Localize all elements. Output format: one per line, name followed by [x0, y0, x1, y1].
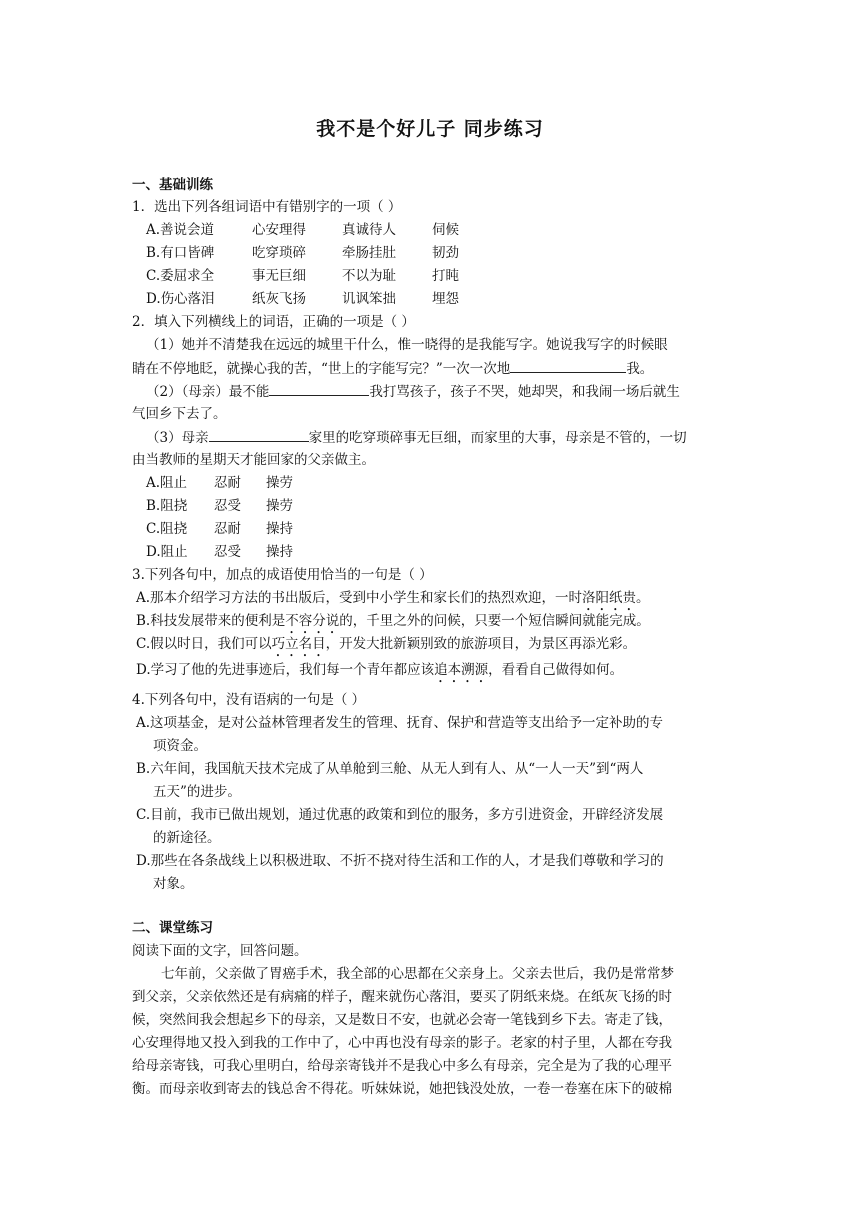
q2-sentence-2-line-2: 气回乡下去了。 [132, 406, 227, 422]
q4-option-b-line-1: B.六年间，我国航天技术完成了从单舱到三舱、从无人到有人、从“一人一天”到“两人 [136, 761, 644, 777]
q2-b-word-2: 忍受 [214, 498, 241, 514]
section-heading-basic-training: 一、基础训练 [132, 177, 213, 193]
q3-b-text-after: 的，千里之外的问候，只要一个短信瞬间就能完成。 [339, 613, 650, 629]
q1-b-word-2: 吃穿琐碎 [252, 245, 306, 261]
q2-s1-text-before: 睛在不停地眨，就操心我的苦，“世上的字能写完？”一次一次地 [132, 361, 511, 377]
q2-stem: 2．填入下列横线上的词语，正确的一项是（ ） [132, 314, 415, 330]
q2-option-b [146, 496, 293, 516]
passage-line-4: 心安理得地又投入到我的工作中了，心中再也没有母亲的影子。老家的村子里，人都在夸我 [132, 1035, 672, 1051]
q1-a-word-2: 心安理得 [252, 222, 306, 238]
q4-option-a-line-1: A.这项基金，是对公益林管理者发生的管理、抚育、保护和营造等支出给予一定补助的专 [136, 715, 664, 731]
q1-a-word-3: 真诚待人 [342, 222, 396, 238]
q2-a-word-3: 操劳 [266, 475, 293, 491]
q1-c-word-2: 事无巨细 [252, 268, 306, 284]
q2-c-word-2: 忍耐 [214, 521, 241, 537]
q3-b-dotted-idiom: 不容分说 [285, 613, 340, 629]
q3-c-text-before: C.假以时日，我们可以 [136, 636, 272, 652]
passage-line-1: 七年前，父亲做了胃癌手术，我全部的心思都在父亲身上。父亲去世后，我仍是常常梦 [161, 966, 674, 982]
q2-sentence-1-line-1: （1）她并不清楚我在远远的城里干什么，惟一晓得的是我能写字。她说我写字的时候眼 [146, 337, 668, 353]
q1-b-word-3: 牵肠挂肚 [342, 245, 396, 261]
q1-a-word-4: 伺候 [432, 222, 459, 238]
q3-a-dotted-idiom: 洛阳纸贵 [582, 590, 637, 606]
section-heading-class-practice: 二、课堂练习 [132, 920, 213, 936]
q2-s2-text-after: 我打骂孩子，孩子不哭，她却哭，和我闹一场后就生 [369, 384, 680, 400]
q4-option-c-line-1: C.目前，我市已做出规划，通过优惠的政策和到位的服务，多方引进资金，开辟经济发展 [136, 807, 664, 823]
q2-d-word-2: 忍受 [214, 544, 241, 560]
q3-a-text-after: 。 [636, 590, 650, 606]
q2-s2-text-before: （2）（母亲）最不能 [146, 384, 270, 400]
q2-blank-1 [510, 358, 626, 373]
q2-sentence-1-line-2 [132, 358, 653, 379]
passage-line-2: 到父亲，父亲依然还是有病痛的样子，醒来就伤心落泪，要买了阴纸来烧。在纸灰飞扬的时 [132, 989, 672, 1005]
q4-option-d-line-1: D.那些在各条战线上以积极进取、不折不挠对待生活和工作的人，才是我们尊敬和学习的 [136, 853, 664, 869]
q3-option-c [136, 634, 636, 660]
q2-sentence-2-line-1 [146, 381, 680, 402]
q3-option-d [136, 660, 623, 686]
q3-c-dotted-idiom: 巧立名目 [271, 636, 326, 652]
q2-b-word-1: B.阻挠 [146, 498, 188, 514]
q3-a-text-before: A.那本介绍学习方法的书出版后，受到中小学生和家长们的热烈欢迎，一时 [136, 590, 583, 606]
q1-option-a [146, 220, 459, 240]
q3-d-text-after: ，看看自己做得如何。 [488, 662, 624, 678]
q2-sentence-3-line-2: 由当教师的星期天才能回家的父亲做主。 [132, 452, 375, 468]
q1-a-word-1: A.善说会道 [146, 222, 215, 238]
q2-c-word-3: 操持 [266, 521, 293, 537]
q2-sentence-3-line-1 [146, 427, 687, 448]
q1-d-word-2: 纸灰飞扬 [252, 291, 306, 307]
passage-line-6: 衡。而母亲收到寄去的钱总舍不得花。听妹妹说，她把钱没处放，一卷一卷塞在床下的破棉 [132, 1081, 672, 1097]
q3-b-text-before: B.科技发展带来的便利是 [136, 613, 286, 629]
q2-c-word-1: C.阻挠 [146, 521, 188, 537]
q3-stem: 3.下列各句中，加点的成语使用恰当的一句是（ ） [132, 567, 433, 583]
q2-option-a [146, 473, 293, 493]
q1-d-word-1: D.伤心落泪 [146, 291, 215, 307]
q1-d-word-3: 讥讽笨拙 [342, 291, 396, 307]
q4-option-b-line-2: 五天”的进步。 [153, 784, 241, 800]
q4-stem: 4.下列各句中，没有语病的一句是（ ） [132, 692, 366, 708]
q1-c-word-4: 打盹 [432, 268, 459, 284]
q2-d-word-1: D.阻止 [146, 544, 188, 560]
q1-option-c [146, 266, 459, 286]
q2-blank-3 [209, 427, 309, 442]
q2-s3-text-before: （3）母亲 [146, 430, 209, 446]
q2-s3-text-after: 家里的吃穿琐碎事无巨细，而家里的大事，母亲是不管的，一切 [308, 430, 687, 446]
q2-a-word-2: 忍耐 [214, 475, 241, 491]
q3-d-text-before: D.学习了他的先进事迹后，我们每一个青年都应该 [136, 662, 435, 678]
q2-blank-2 [269, 381, 369, 396]
q1-c-word-3: 不以为耻 [342, 268, 396, 284]
q3-d-dotted-idiom: 追本溯源 [434, 662, 489, 678]
q1-c-word-1: C.委屈求全 [146, 268, 215, 284]
q1-option-d [146, 289, 459, 309]
q4-option-d-line-2: 对象。 [153, 876, 194, 892]
q1-b-word-4: 韧劲 [432, 245, 459, 261]
q3-c-text-after: ，开发大批新颖别致的旅游项目，为景区再添光彩。 [325, 636, 637, 652]
page-title: 我不是个好儿子 同步练习 [316, 118, 544, 140]
q4-option-c-line-2: 的新途径。 [153, 830, 221, 846]
q1-d-word-4: 埋怨 [432, 291, 459, 307]
q1-stem: 1．选出下列各组词语中有错别字的一项（ ） [132, 199, 402, 215]
q2-option-d [146, 542, 293, 562]
passage-line-3: 候，突然间我会想起乡下的母亲，又是数日不安，也就必会寄一笔钱到乡下去。寄走了钱， [132, 1012, 672, 1028]
q2-option-c [146, 519, 293, 539]
q2-d-word-3: 操持 [266, 544, 293, 560]
q2-a-word-1: A.阻止 [146, 475, 188, 491]
passage-line-5: 给母亲寄钱，可我心里明白，给母亲寄钱并不是我心中多么有母亲，完全是为了我的心理平 [132, 1058, 672, 1074]
reading-intro: 阅读下面的文字，回答问题。 [132, 943, 308, 959]
q4-option-a-line-2: 项资金。 [153, 738, 207, 754]
q1-option-b [146, 243, 459, 263]
q2-b-word-3: 操劳 [266, 498, 293, 514]
q1-b-word-1: B.有口皆碑 [146, 245, 215, 261]
q2-s1-text-after: 我。 [626, 361, 654, 377]
